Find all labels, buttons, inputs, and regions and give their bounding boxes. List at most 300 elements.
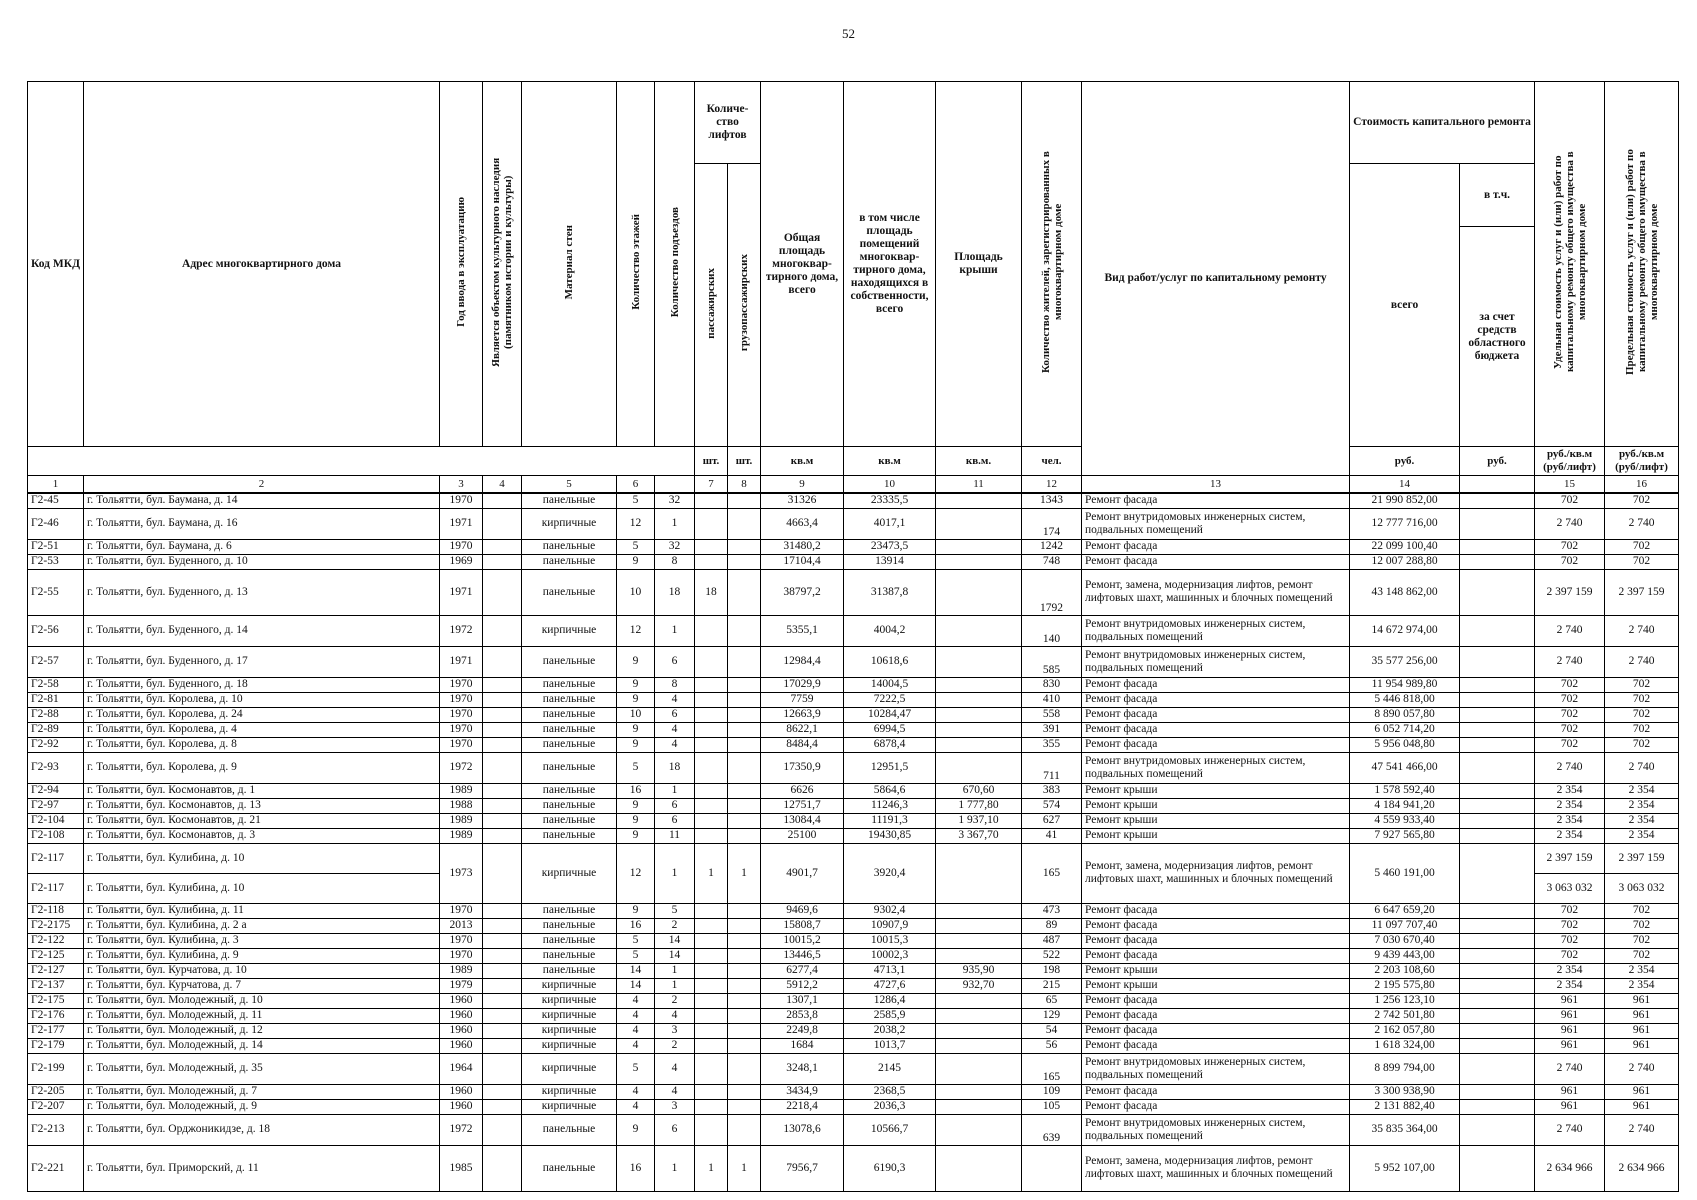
cell-owned-area: 10566,7 [844,1114,936,1145]
unit-freight: шт. [728,447,761,476]
cell-roof-area [936,933,1022,948]
cell-heritage [483,692,522,707]
cell-material: панельные [522,569,617,615]
cell-floors: 5 [617,752,655,783]
cell-address: г. Тольятти, бул. Королева, д. 8 [84,737,440,752]
cell-freight-lifts [728,993,761,1008]
cell-address: г. Тольятти, бул. Курчатова, д. 10 [84,963,440,978]
cell-code: Г2-53 [28,554,84,569]
cell-code: Г2-205 [28,1084,84,1099]
cell-total-area: 8484,4 [761,737,844,752]
cell-year: 1960 [440,993,483,1008]
cell-regional [1460,993,1535,1008]
cell-year: 1985 [440,1145,483,1191]
cell-regional [1460,963,1535,978]
cell-passenger-lifts [695,677,728,692]
cell-roof-area [936,737,1022,752]
cell-freight-lifts [728,554,761,569]
cell-floors: 16 [617,1145,655,1191]
cell-cost-total: 1 578 592,40 [1350,783,1460,798]
cell-code: Г2-46 [28,508,84,539]
cell-unit-cost: 2 354 [1535,828,1605,843]
cell-regional [1460,978,1535,993]
cell-regional [1460,737,1535,752]
cell-owned-area: 2368,5 [844,1084,936,1099]
cell-code: Г2-97 [28,798,84,813]
cell-passenger-lifts [695,692,728,707]
cell-limit-cost: 2 354 [1605,798,1679,813]
cell-residents: 748 [1022,554,1082,569]
cell-year: 1960 [440,1099,483,1114]
cell-address: г. Тольятти, бул. Кулибина, д. 3 [84,933,440,948]
cell-unit-cost: 702 [1535,918,1605,933]
cell-material: панельные [522,783,617,798]
cell-total-area: 25100 [761,828,844,843]
cell-year: 1989 [440,963,483,978]
cell-year: 1971 [440,569,483,615]
cell-unit-cost: 961 [1535,1099,1605,1114]
header-roof-area: Площадь крыши [936,82,1022,447]
cell-material: панельные [522,707,617,722]
cell-code: Г2-117 [28,843,84,873]
cell-freight-lifts [728,615,761,646]
cell-residents: 174 [1022,508,1082,539]
cell-passenger-lifts [695,948,728,963]
cell-roof-area [936,1008,1022,1023]
cell-unit-cost: 2 740 [1535,1114,1605,1145]
cell-address: г. Тольятти, бул. Баумана, д. 14 [84,493,440,508]
cell-regional [1460,752,1535,783]
cell-heritage [483,646,522,677]
cell-regional [1460,798,1535,813]
table-row [28,948,1679,963]
table-row [28,1053,1679,1084]
cell-regional [1460,677,1535,692]
cell-year: 1970 [440,933,483,948]
table-row [28,1114,1679,1145]
cell-floors: 4 [617,1084,655,1099]
cell-cost-total: 4 184 941,20 [1350,798,1460,813]
cell-total-area: 2249,8 [761,1023,844,1038]
cell-cost-total: 11 097 707,40 [1350,918,1460,933]
cell-material: панельные [522,692,617,707]
cell-owned-area: 10618,6 [844,646,936,677]
cell-address: г. Тольятти, бул. Буденного, д. 14 [84,615,440,646]
cell-regional [1460,828,1535,843]
cell-code: Г2-118 [28,903,84,918]
cell-passenger-lifts [695,813,728,828]
cell-passenger-lifts [695,1008,728,1023]
cell-regional [1460,508,1535,539]
cell-work-type: Ремонт фасада [1082,539,1350,554]
cell-total-area: 3434,9 [761,1084,844,1099]
cell-work-type: Ремонт крыши [1082,828,1350,843]
cell-residents: 558 [1022,707,1082,722]
cell-year: 1972 [440,1114,483,1145]
table-row [28,707,1679,722]
cell-year: 2013 [440,918,483,933]
unit-total-area: кв.м [761,447,844,476]
cell-limit-cost: 961 [1605,1099,1679,1114]
cell-residents: 198 [1022,963,1082,978]
cell-unit-cost: 2 354 [1535,813,1605,828]
cell-work-type: Ремонт фасада [1082,554,1350,569]
cell-material: панельные [522,828,617,843]
cell-heritage [483,813,522,828]
cell-heritage [483,933,522,948]
cell-code: Г2-199 [28,1053,84,1084]
cell-address: г. Тольятти, бул. Космонавтов, д. 1 [84,783,440,798]
cell-code: Г2-92 [28,737,84,752]
cell-work-type: Ремонт фасада [1082,737,1350,752]
cell-year: 1988 [440,798,483,813]
cell-floors: 5 [617,493,655,508]
cell-roof-area [936,615,1022,646]
cell-total-area: 6277,4 [761,963,844,978]
cell-regional [1460,843,1535,903]
col-num: 12 [1022,476,1082,494]
cell-passenger-lifts [695,508,728,539]
cell-code: Г2-207 [28,1099,84,1114]
cell-unit-cost: 702 [1535,539,1605,554]
table-row [28,1099,1679,1114]
cell-cost-total: 12 777 716,00 [1350,508,1460,539]
cell-entrances: 2 [655,993,695,1008]
cell-passenger-lifts [695,798,728,813]
cell-address: г. Тольятти, бул. Буденного, д. 13 [84,569,440,615]
cell-cost-total: 1 618 324,00 [1350,1038,1460,1053]
cell-material: панельные [522,948,617,963]
cell-work-type: Ремонт, замена, модернизация лифтов, ремонт лифтовых шахт, машинных и блочных помещений [1082,1145,1350,1191]
cell-heritage [483,1008,522,1023]
cell-passenger-lifts [695,737,728,752]
cell-owned-area: 23335,5 [844,493,936,508]
cell-regional [1460,1053,1535,1084]
table-row [28,828,1679,843]
cell-work-type: Ремонт крыши [1082,813,1350,828]
header-residents: Количество жителей, зарегистрированных в многоквартирном доме [1022,82,1082,447]
cell-year: 1989 [440,828,483,843]
cell-floors: 5 [617,1053,655,1084]
cell-residents: 410 [1022,692,1082,707]
cell-unit-cost: 702 [1535,707,1605,722]
cell-unit-cost: 961 [1535,1023,1605,1038]
cell-floors: 9 [617,798,655,813]
cell-residents: 165 [1022,843,1082,903]
cell-limit-cost: 2 354 [1605,978,1679,993]
col-num: 4 [483,476,522,494]
cell-heritage [483,843,522,903]
cell-entrances: 1 [655,783,695,798]
cell-cost-total: 35 577 256,00 [1350,646,1460,677]
cell-residents: 1242 [1022,539,1082,554]
cell-heritage [483,798,522,813]
cell-entrances: 4 [655,722,695,737]
cell-roof-area [936,948,1022,963]
cell-work-type: Ремонт, замена, модернизация лифтов, ремонт лифтовых шахт, машинных и блочных помещений [1082,843,1350,903]
cell-entrances: 6 [655,1114,695,1145]
cell-heritage [483,615,522,646]
table-header [28,82,1679,494]
cell-residents: 639 [1022,1114,1082,1145]
cell-owned-area: 3920,4 [844,843,936,903]
cell-unit-cost: 2 740 [1535,646,1605,677]
cell-limit-cost: 2 740 [1605,1053,1679,1084]
cell-material: панельные [522,646,617,677]
cell-cost-total: 2 742 501,80 [1350,1008,1460,1023]
cell-limit-cost: 702 [1605,692,1679,707]
cell-address: г. Тольятти, бул. Буденного, д. 10 [84,554,440,569]
cell-cost-total: 43 148 862,00 [1350,569,1460,615]
cell-unit-cost: 702 [1535,722,1605,737]
cell-unit-cost: 2 740 [1535,508,1605,539]
cell-year: 1989 [440,813,483,828]
cell-residents: 391 [1022,722,1082,737]
cell-owned-area: 1013,7 [844,1038,936,1053]
cell-regional [1460,948,1535,963]
header-total-area: Общая площадь многоквар-тирного дома, всего [761,82,844,447]
cell-floors: 9 [617,737,655,752]
cell-passenger-lifts: 18 [695,569,728,615]
cell-roof-area [936,903,1022,918]
cell-cost-total: 7 927 565,80 [1350,828,1460,843]
cell-code: Г2-221 [28,1145,84,1191]
cell-total-area: 12663,9 [761,707,844,722]
cell-code: Г2-58 [28,677,84,692]
cell-owned-area: 10015,3 [844,933,936,948]
cell-work-type: Ремонт внутридомовых инженерных систем, подвальных помещений [1082,1114,1350,1145]
cell-owned-area: 9302,4 [844,903,936,918]
cell-roof-area [936,1053,1022,1084]
cell-work-type: Ремонт внутридомовых инженерных систем, подвальных помещений [1082,1053,1350,1084]
column-numbers-row [28,476,1679,494]
cell-cost-total: 7 030 670,40 [1350,933,1460,948]
cell-owned-area: 10907,9 [844,918,936,933]
cell-unit-cost: 2 397 159 [1535,843,1605,873]
cell-year: 1970 [440,692,483,707]
cell-freight-lifts [728,539,761,554]
header-cost-group: Стоимость капитального ремонта [1350,82,1535,164]
cell-unit-cost: 702 [1535,737,1605,752]
cell-limit-cost: 2 740 [1605,508,1679,539]
cell-year: 1970 [440,722,483,737]
cell-code: Г2-93 [28,752,84,783]
cell-owned-area: 2585,9 [844,1008,936,1023]
cell-address: г. Тольятти, бул. Баумана, д. 16 [84,508,440,539]
cell-limit-cost: 2 354 [1605,828,1679,843]
cell-floors: 5 [617,948,655,963]
cell-regional [1460,783,1535,798]
cell-code: Г2-108 [28,828,84,843]
cell-residents: 54 [1022,1023,1082,1038]
cell-year: 1972 [440,752,483,783]
cell-cost-total: 2 131 882,40 [1350,1099,1460,1114]
cell-year: 1960 [440,1084,483,1099]
cell-residents: 165 [1022,1053,1082,1084]
cell-passenger-lifts [695,722,728,737]
cell-roof-area [936,569,1022,615]
table-row [28,1038,1679,1053]
cell-year: 1970 [440,948,483,963]
cell-regional [1460,1114,1535,1145]
cell-entrances: 1 [655,843,695,903]
cell-heritage [483,1084,522,1099]
cell-total-area: 5355,1 [761,615,844,646]
cell-cost-total: 5 446 818,00 [1350,692,1460,707]
cell-regional [1460,554,1535,569]
cell-passenger-lifts [695,783,728,798]
cell-material: панельные [522,539,617,554]
cell-material: кирпичные [522,508,617,539]
cell-residents: 473 [1022,903,1082,918]
cell-floors: 9 [617,813,655,828]
cell-address: г. Тольятти, бул. Буденного, д. 18 [84,677,440,692]
cell-regional [1460,692,1535,707]
cell-limit-cost: 2 397 159 [1605,569,1679,615]
col-num: 8 [728,476,761,494]
cell-owned-area: 23473,5 [844,539,936,554]
cell-unit-cost: 2 354 [1535,798,1605,813]
cell-total-area: 12984,4 [761,646,844,677]
cell-freight-lifts [728,1099,761,1114]
header-work-type: Вид работ/услуг по капитальному ремонту [1082,82,1350,476]
cell-entrances: 4 [655,737,695,752]
cell-regional [1460,539,1535,554]
cell-entrances: 18 [655,752,695,783]
unit-limit-cost: руб./кв.м (руб/лифт) [1605,447,1679,476]
cell-residents: 129 [1022,1008,1082,1023]
cell-unit-cost: 702 [1535,677,1605,692]
cell-floors: 16 [617,918,655,933]
cell-regional [1460,707,1535,722]
cell-address: г. Тольятти, бул. Курчатова, д. 7 [84,978,440,993]
cell-work-type: Ремонт фасада [1082,677,1350,692]
col-num: 10 [844,476,936,494]
table-row [28,692,1679,707]
cell-passenger-lifts [695,963,728,978]
cell-work-type: Ремонт внутридомовых инженерных систем, подвальных помещений [1082,615,1350,646]
cell-work-type: Ремонт фасада [1082,1084,1350,1099]
cell-total-area: 2853,8 [761,1008,844,1023]
cell-code: Г2-125 [28,948,84,963]
cell-entrances: 4 [655,692,695,707]
cell-material: кирпичные [522,615,617,646]
cell-owned-area: 2038,2 [844,1023,936,1038]
cell-entrances: 32 [655,493,695,508]
cell-entrances: 4 [655,1084,695,1099]
cell-freight-lifts [728,798,761,813]
cell-passenger-lifts [695,1038,728,1053]
cell-owned-area: 10002,3 [844,948,936,963]
cell-material: панельные [522,1114,617,1145]
cell-code: Г2-51 [28,539,84,554]
cell-entrances: 6 [655,813,695,828]
cell-material: кирпичные [522,993,617,1008]
cell-freight-lifts [728,508,761,539]
cell-unit-cost: 2 634 966 [1535,1145,1605,1191]
cell-limit-cost: 702 [1605,737,1679,752]
cell-material: кирпичные [522,1008,617,1023]
cell-code: Г2-179 [28,1038,84,1053]
cell-heritage [483,569,522,615]
cell-heritage [483,1099,522,1114]
cell-address: г. Тольятти, бул. Молодежный, д. 10 [84,993,440,1008]
cell-floors: 9 [617,1114,655,1145]
cell-year: 1979 [440,978,483,993]
cell-owned-area: 31387,8 [844,569,936,615]
table-row [28,843,1679,873]
cell-residents: 56 [1022,1038,1082,1053]
cell-work-type: Ремонт внутридомовых инженерных систем, подвальных помещений [1082,646,1350,677]
table-row [28,615,1679,646]
cell-heritage [483,828,522,843]
cell-entrances: 1 [655,978,695,993]
cell-limit-cost: 3 063 032 [1605,873,1679,903]
cell-regional [1460,722,1535,737]
header-lifts-group: Количе-ство лифтов [695,82,761,164]
cell-roof-area [936,1038,1022,1053]
header-code: Код МКД [28,82,84,447]
col-num: 9 [761,476,844,494]
header-owned-area: в том числе площадь помещений многоквар-тирного дома, находящихся в собственности, всего [844,82,936,447]
cell-roof-area [936,539,1022,554]
cell-owned-area: 5864,6 [844,783,936,798]
header-year: Год ввода в эксплуатацию [440,82,483,447]
cell-work-type: Ремонт фасада [1082,933,1350,948]
cell-material: панельные [522,963,617,978]
cell-floors: 14 [617,963,655,978]
cell-cost-total: 9 439 443,00 [1350,948,1460,963]
cell-passenger-lifts [695,615,728,646]
cell-owned-area: 6878,4 [844,737,936,752]
cell-roof-area [936,843,1022,903]
capital-repair-table-wrapper [27,81,1678,1180]
cell-limit-cost: 702 [1605,677,1679,692]
cell-material: кирпичные [522,1099,617,1114]
cell-owned-area: 19430,85 [844,828,936,843]
cell-freight-lifts [728,737,761,752]
table-row [28,569,1679,615]
cell-regional [1460,646,1535,677]
cell-heritage [483,783,522,798]
cell-material: панельные [522,493,617,508]
cell-limit-cost: 2 740 [1605,752,1679,783]
unit-unit-cost: руб./кв.м (руб/лифт) [1535,447,1605,476]
cell-unit-cost: 961 [1535,1008,1605,1023]
cell-unit-cost: 702 [1535,948,1605,963]
cell-regional [1460,1099,1535,1114]
header-passenger-lifts: пассажирских [695,164,728,447]
cell-residents: 1792 [1022,569,1082,615]
cell-freight-lifts [728,1053,761,1084]
cell-limit-cost: 2 634 966 [1605,1145,1679,1191]
header-wall-material: Материал стен [522,82,617,447]
cell-owned-area: 6190,3 [844,1145,936,1191]
cell-freight-lifts [728,828,761,843]
cell-regional [1460,615,1535,646]
cell-roof-area [936,554,1022,569]
cell-floors: 4 [617,1038,655,1053]
col-num: 13 [1082,476,1350,494]
table-row [28,1084,1679,1099]
cell-floors: 9 [617,554,655,569]
cell-residents: 711 [1022,752,1082,783]
cell-material: панельные [522,752,617,783]
col-num [655,476,695,494]
cell-residents: 383 [1022,783,1082,798]
cell-cost-total: 12 007 288,80 [1350,554,1460,569]
cell-year: 1970 [440,493,483,508]
